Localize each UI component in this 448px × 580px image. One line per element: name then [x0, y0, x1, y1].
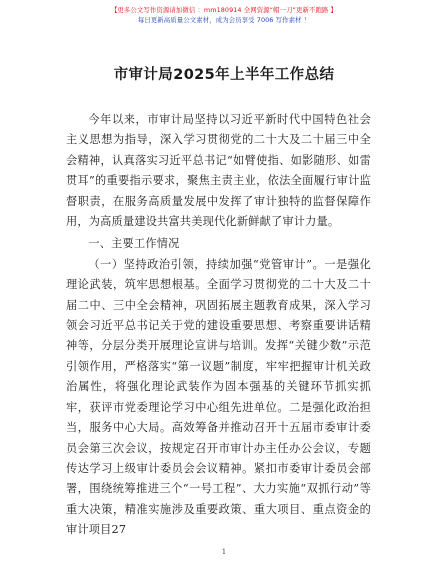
promo-line-1: 【更多公文写作资源请加微信 ：mm180914 全网资源“帽一刀”更新不跑路 】: [110, 6, 338, 14]
promo-banner: [0, 0, 448, 25]
document-body: [66, 110, 371, 541]
document-title: 市审计局2025年上半年工作总结: [113, 67, 335, 83]
body-paragraph: （一）坚持政治引领，持续加强“党管审计”。一是强化理论武装，筑牢思想根基。全面学习贯彻党的二十大及二十届二中、三中全会精神，巩固拓展主题教育成果，深入学习领会习近平总书记关于党的建设重要思想、考察重要讲话精神等，分层分类开展理论宣讲与培训。发挥“关键少数”示范引领作用，严格落实“第一议题”制度，牢牢把握审计机关政治属性，将强化理论武装作为固本强基的关键环节抓实抓牢，获评市党委理论学习中心组先进单位。二是强化政治担当，服务中心大局。高效筹备并推动召开十五届市委审计委员会第三次会议，按规定召开市审计办主任办公会议，专题传达学习上级审计委员会会议精神。紧扣市委审计委员会部署，围绕统筹推进三个“一号工程”、大力实施“双抓行动”等重大决策，精准实施涉及重要政策、重大项目、重点资金的审计项目27: [66, 257, 371, 537]
intro-paragraph: 今年以来，市审计局坚持以习近平新时代中国特色社会主义思想为指导，深入学习贯彻党的二十大及二十届三中全会精神，认真落实习近平总书记“如臂使指、如影随形、如雷贯耳”的重要指示要求，聚焦主责主业，依法全面履行审计监督职责，在服务高质量发展中发挥了审计独特的监督保障作用，为高质量建设共富共美现代化新鲜献了审计力量。: [66, 113, 371, 229]
page-number: 1: [221, 548, 227, 556]
promo-line-2: 每日更新高质量公文素材，成为会员享受 7006 写作素材 ！: [137, 16, 311, 24]
section-heading: 一、主要工作情况: [88, 237, 180, 251]
